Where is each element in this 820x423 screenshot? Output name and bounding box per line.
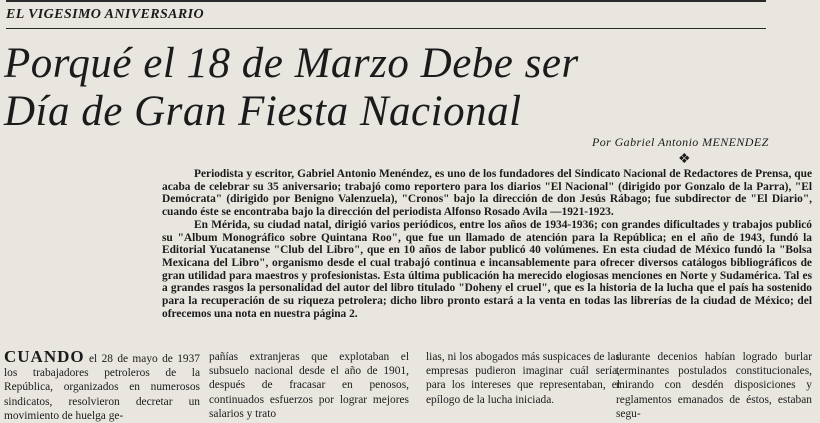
section-rule xyxy=(6,28,766,29)
column-1-text: el 28 de mayo de 1937 los trabajadores petroleros de la República, organizados en numerosos sindicatos, resolvieron decretar un movimiento de huelga ge- xyxy=(4,353,200,422)
body-column-1 xyxy=(4,347,200,423)
column-2-text: pañías extranjeras que explotaban el subsuelo nacional desde el año de 1901, después de fracasar en penosos, continuados esfuerzos por lograr mejores salarios y trato xyxy=(209,351,409,420)
intro-paragraph-2: En Mérida, su ciudad natal, dirigió varios periódicos, entre los años de 1934-1936; con grandes dificultades y trabajos publicó su "Album Monográfico sobre Quintana Roo", que fue un llamado de atención para la República; en el año de 1943, fundó la Editorial Yucatanense "Club del Libro", que en 10 años de labor publicó 40 volúmenes. En esta ciudad de México fundó la "Bolsa Mexicana del Libro", organismo desde el cual trabajó continua e incansablemente para ofrecer diversos catálogos bibliográficos de gran utilidad para maestros y profesionistas. Esta última publicación ha merecido elogiosas menciones en Norte y Sudamérica. Tal es a grandes rasgos la personalidad del autor del libro titulado "Doheny el cruel", que es la historia de la lucha que el país ha sostenido para la recuperación de su riqueza petrolera; dicho libro pronto estará a la venta en todas las librerías de la ciudad de México; del ofrecemos una nota en nuestra página 2. xyxy=(162,218,812,320)
byline: Por Gabriel Antonio MENENDEZ xyxy=(592,135,769,149)
top-rule xyxy=(6,0,766,2)
body-column-2 xyxy=(209,350,409,421)
body-column-4 xyxy=(616,350,812,421)
column-4-text: durante decenios habían logrado burlar terminantes postulados constitucionales, mirando con desdén disposiciones y reglamentos emanados de éstos, estaban segu- xyxy=(616,351,812,420)
headline xyxy=(4,40,704,136)
headline-line-2: Día de Gran Fiesta Nacional xyxy=(4,88,522,135)
bleed-through-text xyxy=(760,8,820,68)
body-column-3 xyxy=(426,350,620,407)
column-3-text: lias, ni los abogados más suspicaces de las empresas pudieron imaginar cuál sería, para los intereses que representaban, el epílogo de la lucha iniciada. xyxy=(426,351,620,406)
body-columns xyxy=(4,347,816,422)
author-intro xyxy=(162,168,812,320)
dropcap-word: CUANDO xyxy=(4,347,85,366)
section-label: EL VIGESIMO ANIVERSARIO xyxy=(6,7,205,22)
ornament-icon: ❖ xyxy=(678,152,691,167)
intro-paragraph-1: Periodista y escritor, Gabriel Antonio Menéndez, es uno de los fundadores del Sindicato Nacional de Redactores de Prensa, que acaba de celebrar su 35 aniversario; trabajó como reportero para los diarios "El Nacional" (dirigido por Gonzalo de la Parra), "El Demócrata" (dirigido por Benigno Valenzuela), "Cronos" bajo la dirección de don Jesús Rábago; fue subdirector de "El Diario", cuando éste se encontraba bajo la dirección del periodista Alfonso Rosado Avila —1921-1923. xyxy=(162,168,812,219)
headline-line-1: Porqué el 18 de Marzo Debe ser xyxy=(4,40,579,87)
